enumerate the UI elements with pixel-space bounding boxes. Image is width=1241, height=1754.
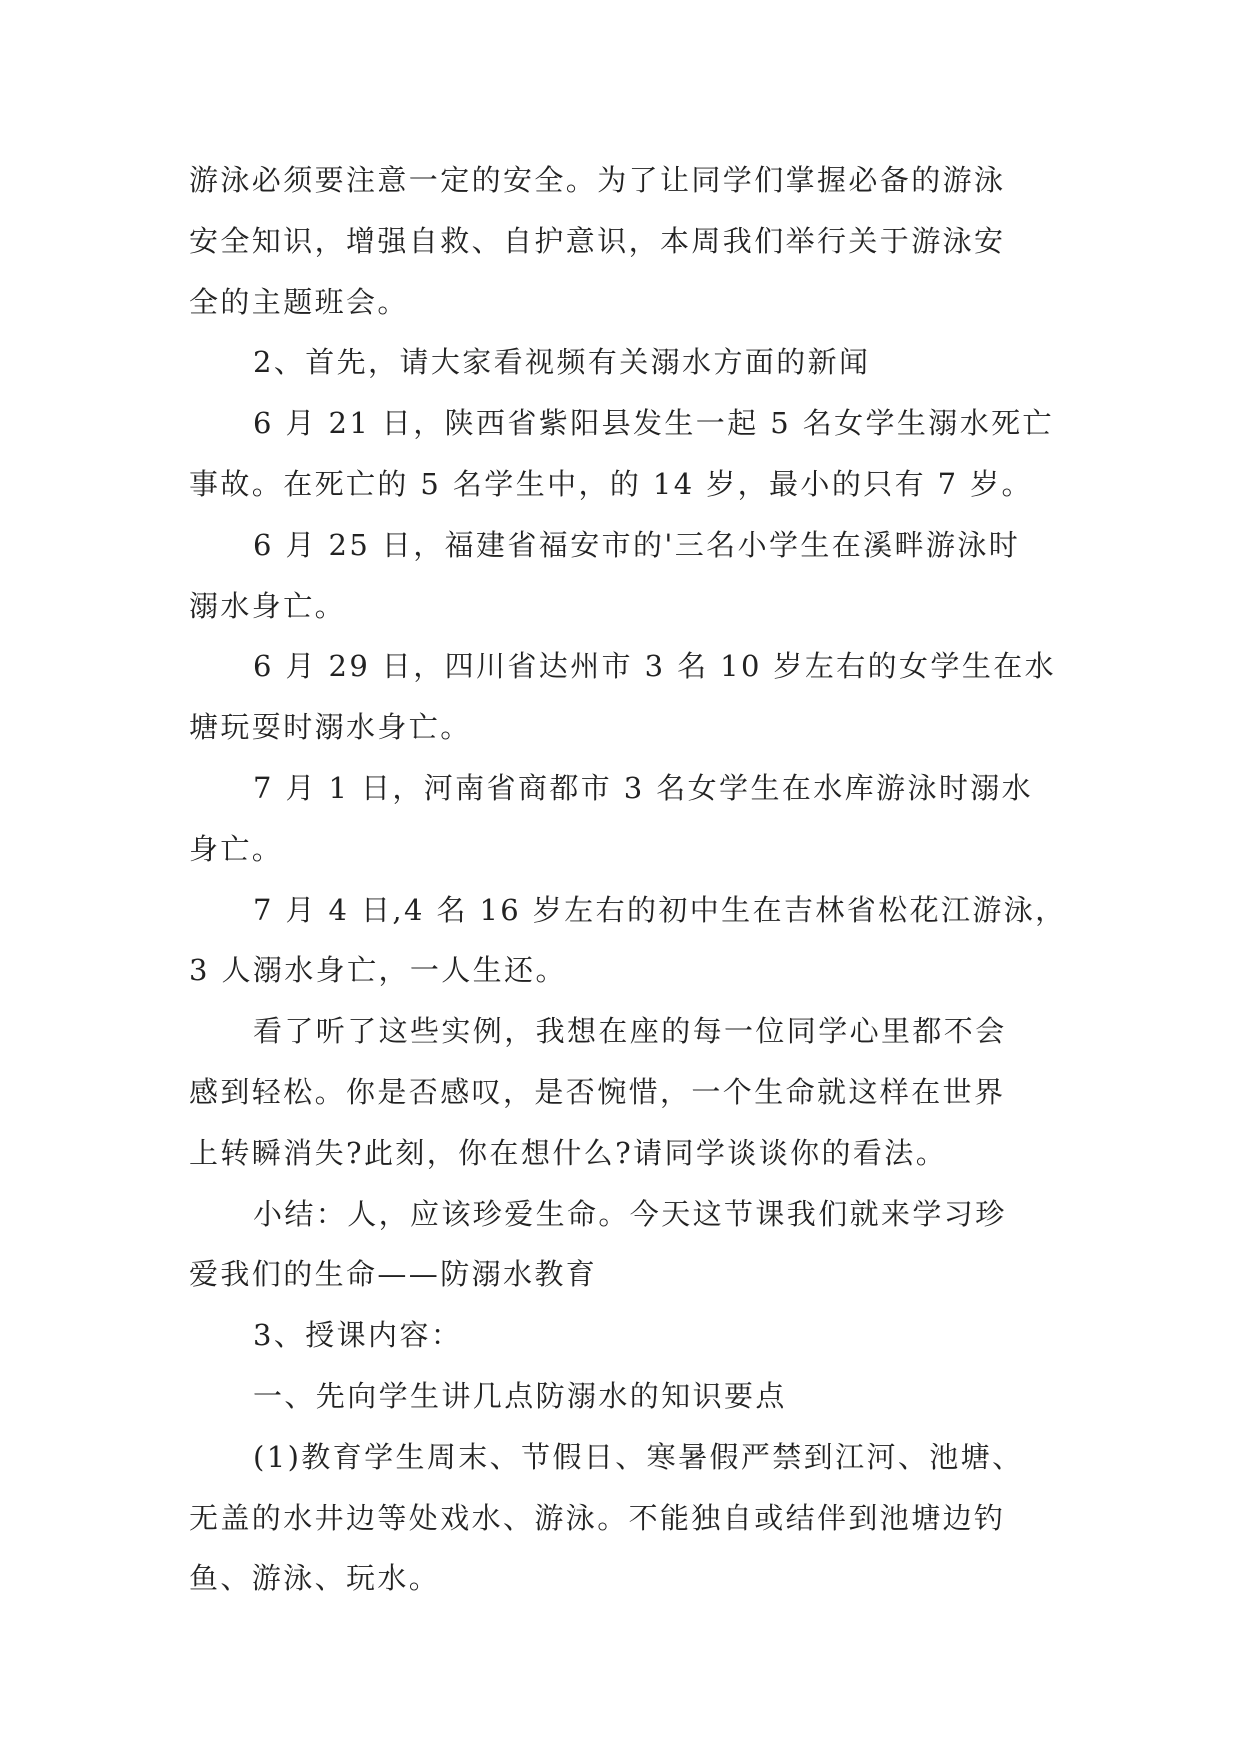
paragraph-line: 全的主题班会。 bbox=[189, 284, 409, 319]
paragraph-line: 感到轻松。你是否感叹，是否惋惜，一个生命就这样在世界 bbox=[189, 1074, 1006, 1109]
paragraph-line: 2、首先，请大家看视频有关溺水方面的新闻 bbox=[253, 345, 871, 380]
paragraph-line: 一、先向学生讲几点防溺水的知识要点 bbox=[253, 1378, 787, 1413]
paragraph-line: 3、授课内容： bbox=[253, 1318, 463, 1353]
paragraph-line: 鱼、游泳、玩水。 bbox=[189, 1561, 441, 1596]
paragraph-line: 事故。在死亡的 5 名学生中，的 14 岁，最小的只有 7 岁。 bbox=[189, 466, 1033, 501]
paragraph-line: 身亡。 bbox=[189, 831, 284, 866]
paragraph-line: 3 人溺水身亡，一人生还。 bbox=[189, 953, 567, 988]
paragraph-line: 6 月 29 日，四川省达州市 3 名 10 岁左右的女学生在水 bbox=[253, 649, 1057, 684]
paragraph-line: 6 月 25 日，福建省福安市的'三名小学生在溪畔游泳时 bbox=[253, 527, 1021, 562]
paragraph-line: 上转瞬消失?此刻，你在想什么?请同学谈谈你的看法。 bbox=[189, 1135, 948, 1170]
document-body bbox=[189, 150, 1067, 1609]
paragraph-line: 爱我们的生命——防溺水教育 bbox=[189, 1257, 598, 1292]
paragraph-line: 7 月 4 日,4 名 16 岁左右的初中生在吉林省松花江游泳， bbox=[253, 892, 1067, 927]
paragraph-line: 无盖的水井边等处戏水、游泳。不能独自或结伴到池塘边钓 bbox=[189, 1500, 1006, 1535]
paragraph-line: 溺水身亡。 bbox=[189, 588, 347, 623]
paragraph-line: 7 月 1 日，河南省商都市 3 名女学生在水库游泳时溺水 bbox=[253, 770, 1034, 805]
paragraph-line: 塘玩耍时溺水身亡。 bbox=[189, 710, 472, 745]
paragraph-line: 安全知识，增强自救、自护意识，本周我们举行关于游泳安 bbox=[189, 223, 1006, 258]
paragraph-line: 看了听了这些实例，我想在座的每一位同学心里都不会 bbox=[253, 1014, 1007, 1049]
paragraph-line: 小结：人，应该珍爱生命。今天这节课我们就来学习珍 bbox=[253, 1196, 1007, 1231]
paragraph-line: 游泳必须要注意一定的安全。为了让同学们掌握必备的游泳 bbox=[189, 163, 1006, 197]
paragraph-line: (1)教育学生周末、节假日、寒暑假严禁到江河、池塘、 bbox=[253, 1439, 1024, 1474]
paragraph-line: 6 月 21 日，陕西省紫阳县发生一起 5 名女学生溺水死亡 bbox=[253, 406, 1054, 441]
